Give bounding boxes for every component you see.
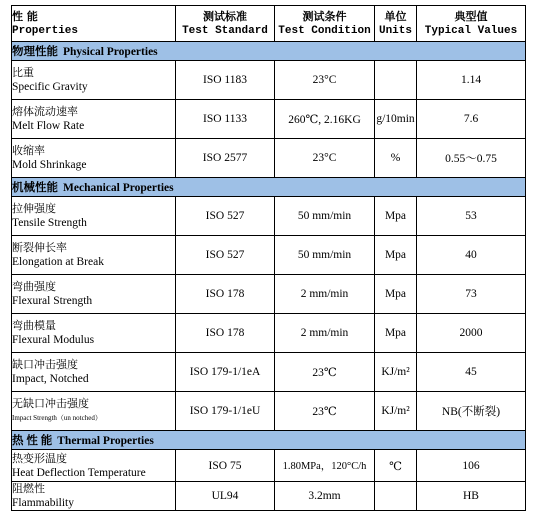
header-values bbox=[417, 6, 526, 42]
typical-value: 2000 bbox=[417, 314, 526, 353]
property-en: Impact, Notched bbox=[12, 373, 89, 385]
header-properties-cn: 性 能 bbox=[12, 9, 38, 23]
property-cn: 断裂伸长率 bbox=[12, 241, 67, 254]
test-condition: 50 mm/min bbox=[275, 197, 375, 236]
test-condition: 50 mm/min bbox=[275, 236, 375, 275]
header-units-en: Units bbox=[378, 24, 412, 37]
table-row bbox=[12, 482, 526, 511]
property-cn: 阻燃性 bbox=[12, 482, 45, 495]
test-standard: ISO 1133 bbox=[176, 100, 275, 139]
table-row bbox=[12, 236, 526, 275]
table-row bbox=[12, 392, 526, 431]
test-condition: 23°C bbox=[275, 61, 375, 100]
property-name bbox=[12, 450, 176, 482]
table-row bbox=[12, 353, 526, 392]
property-name bbox=[12, 353, 176, 392]
property-name bbox=[12, 197, 176, 236]
test-standard: ISO 178 bbox=[176, 275, 275, 314]
header-properties-en: Properties bbox=[12, 24, 79, 37]
typical-value: 106 bbox=[417, 450, 526, 482]
test-standard: ISO 527 bbox=[176, 236, 275, 275]
test-condition: 3.2mm bbox=[275, 482, 375, 511]
section-thermal-en: Thermal Properties bbox=[57, 435, 154, 447]
header-condition-en: Test Condition bbox=[278, 24, 371, 37]
property-name bbox=[12, 482, 176, 511]
header-standard-cn: 测试标准 bbox=[203, 9, 247, 23]
test-condition: 23℃ bbox=[275, 392, 375, 431]
header-condition-cn: 测试条件 bbox=[302, 9, 347, 23]
property-cn: 无缺口冲击强度 bbox=[12, 397, 89, 410]
property-name bbox=[12, 236, 176, 275]
unit: Mpa bbox=[375, 275, 417, 314]
property-cn: 收缩率 bbox=[12, 144, 45, 157]
header-units-cn: 单位 bbox=[384, 9, 407, 23]
property-name bbox=[12, 275, 176, 314]
table-row bbox=[12, 100, 526, 139]
property-cn: 弯曲强度 bbox=[12, 280, 56, 293]
unit: g/10min bbox=[375, 100, 417, 139]
typical-value: 1.14 bbox=[417, 61, 526, 100]
test-standard: UL94 bbox=[176, 482, 275, 511]
property-en: Impact Strength（un notched） bbox=[12, 414, 102, 422]
property-en: Mold Shrinkage bbox=[12, 159, 87, 171]
header-standard bbox=[176, 6, 275, 42]
test-standard: ISO 178 bbox=[176, 314, 275, 353]
section-mechanical-title bbox=[12, 178, 526, 197]
typical-value: 40 bbox=[417, 236, 526, 275]
typical-value: 53 bbox=[417, 197, 526, 236]
typical-value: HB bbox=[417, 482, 526, 511]
property-en: Melt Flow Rate bbox=[12, 120, 85, 132]
test-condition: 2 mm/min bbox=[275, 314, 375, 353]
property-name bbox=[12, 314, 176, 353]
property-en: Flexural Strength bbox=[12, 295, 93, 307]
property-cn: 比重 bbox=[12, 66, 34, 79]
table-row bbox=[12, 139, 526, 178]
unit: Mpa bbox=[375, 197, 417, 236]
section-mechanical-en: Mechanical Properties bbox=[63, 182, 174, 194]
test-condition: 23°C bbox=[275, 139, 375, 178]
section-physical-en: Physical Properties bbox=[63, 46, 158, 58]
header-standard-en: Test Standard bbox=[182, 24, 268, 37]
property-cn: 熔体流动速率 bbox=[12, 105, 78, 118]
typical-value: 73 bbox=[417, 275, 526, 314]
test-condition: 260℃, 2.16KG bbox=[275, 100, 375, 139]
table-row bbox=[12, 61, 526, 100]
test-condition: 2 mm/min bbox=[275, 275, 375, 314]
property-en: Heat Deflection Temperature bbox=[12, 466, 146, 479]
table-row bbox=[12, 450, 526, 482]
header-properties bbox=[12, 6, 176, 42]
typical-value: NB(不断裂) bbox=[417, 392, 526, 431]
property-name bbox=[12, 100, 176, 139]
header-values-en: Typical Values bbox=[424, 24, 518, 37]
section-thermal-cn: 热 性 能 bbox=[12, 435, 53, 447]
section-thermal bbox=[12, 431, 526, 450]
section-physical-title bbox=[12, 42, 526, 61]
table-row bbox=[12, 275, 526, 314]
unit bbox=[375, 482, 417, 511]
unit bbox=[375, 61, 417, 100]
unit: Mpa bbox=[375, 314, 417, 353]
typical-value: 0.55～0.75 bbox=[417, 139, 526, 178]
properties-table bbox=[11, 5, 526, 511]
section-physical-cn: 物理性能 bbox=[12, 46, 58, 58]
typical-value: 45 bbox=[417, 353, 526, 392]
property-en: Specific Gravity bbox=[12, 81, 88, 93]
test-standard: ISO 75 bbox=[176, 450, 275, 482]
property-cn: 热变形温度 bbox=[12, 451, 67, 465]
property-cn: 弯曲模量 bbox=[12, 319, 56, 332]
test-standard: ISO 179-1/1eU bbox=[176, 392, 275, 431]
property-name bbox=[12, 139, 176, 178]
unit: % bbox=[375, 139, 417, 178]
section-thermal-title bbox=[12, 431, 526, 450]
unit: KJ/m² bbox=[375, 353, 417, 392]
test-standard: ISO 2577 bbox=[176, 139, 275, 178]
property-name bbox=[12, 61, 176, 100]
section-mechanical-cn: 机械性能 bbox=[12, 182, 58, 194]
test-standard: ISO 1183 bbox=[176, 61, 275, 100]
property-en: Flexural Modulus bbox=[12, 334, 95, 346]
section-physical bbox=[12, 42, 526, 61]
property-en: Elongation at Break bbox=[12, 256, 104, 268]
test-standard: ISO 179-1/1eA bbox=[176, 353, 275, 392]
table-row bbox=[12, 197, 526, 236]
property-cn: 拉伸强度 bbox=[12, 202, 56, 215]
unit: ℃ bbox=[375, 450, 417, 482]
section-mechanical bbox=[12, 178, 526, 197]
typical-value: 7.6 bbox=[417, 100, 526, 139]
property-name bbox=[12, 392, 176, 431]
property-en: Tensile Strength bbox=[12, 217, 87, 229]
test-condition: 23℃ bbox=[275, 353, 375, 392]
unit: KJ/m² bbox=[375, 392, 417, 431]
unit: Mpa bbox=[375, 236, 417, 275]
table-row bbox=[12, 314, 526, 353]
header-condition bbox=[275, 6, 375, 42]
property-cn: 缺口冲击强度 bbox=[12, 358, 78, 371]
header-units bbox=[375, 6, 417, 42]
test-condition: 1.80MPa，120°C/h bbox=[275, 450, 375, 482]
property-en: Flammability bbox=[12, 497, 74, 509]
test-standard: ISO 527 bbox=[176, 197, 275, 236]
header-row bbox=[12, 6, 526, 42]
header-values-cn: 典型值 bbox=[454, 9, 488, 23]
